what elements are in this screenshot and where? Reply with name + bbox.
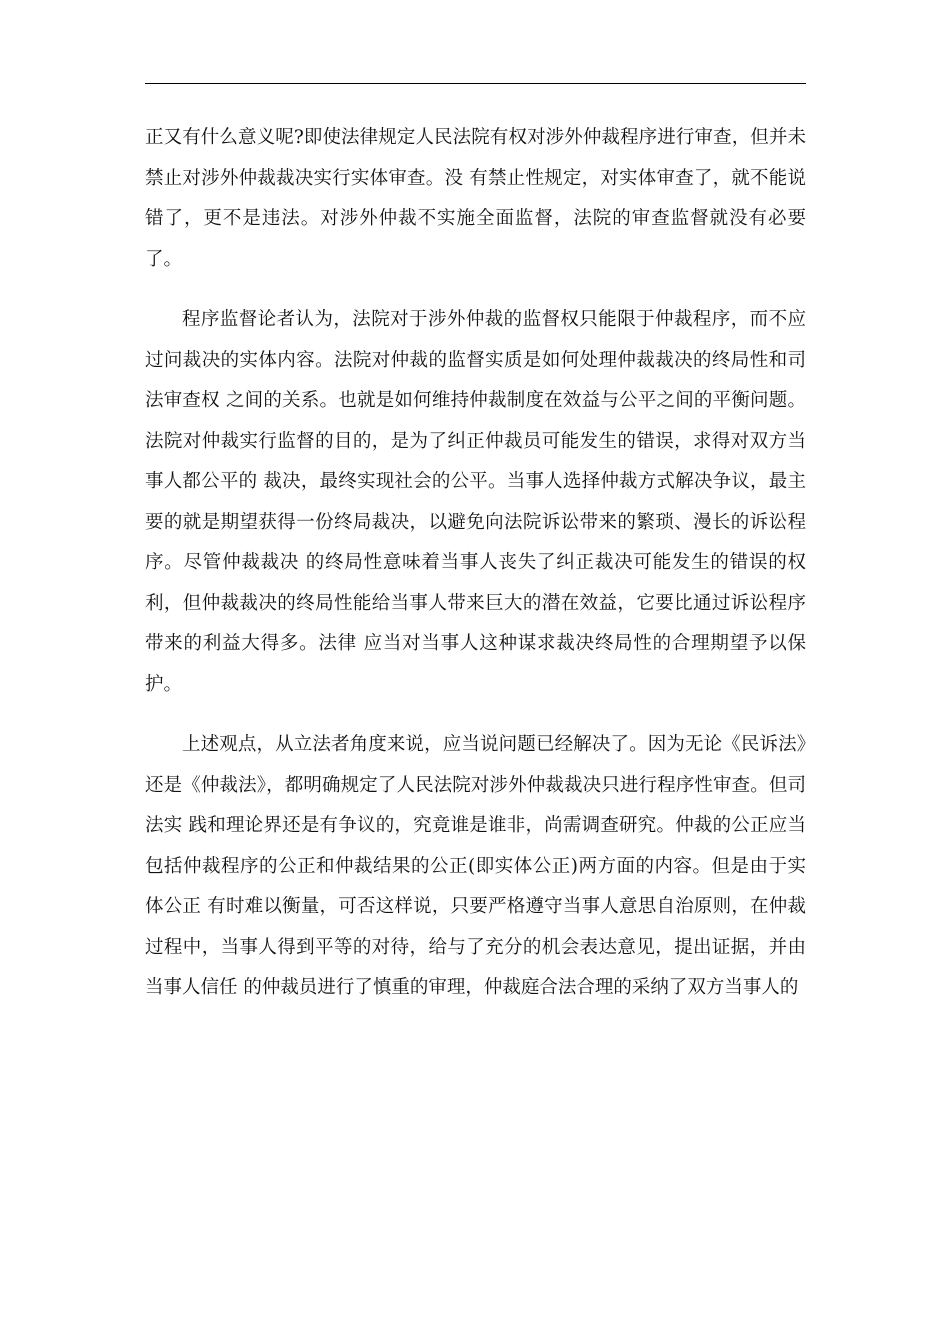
header-rule — [145, 83, 806, 84]
paragraph-1: 正又有什么意义呢?即使法律规定人民法院有权对涉外仲裁程序进行审查，但并未禁止对涉外仲裁裁决实行实体审查。没 有禁止性规定，对实体审查了，就不能说错了，更不是违法。对涉外仲裁不实施全面监督，法院的审查监督就没有必要了。 — [145, 127, 806, 270]
document-body — [145, 118, 806, 1029]
paragraph-3: 上述观点，从立法者角度来说，应当说问题已经解决了。因为无论《民诉法》还是《仲裁法》，都明确规定了人民法院对涉外仲裁裁决只进行程序性审查。但司法实 践和理论界还是有争议的，究竟谁是谁非，尚需调查研究。仲裁的公正应当包括仲裁程序的公正和仲裁结果的公正(即实体公正)两方面的内容。但是由于实体公正 有时难以衡量，可否这样说，只要严格遵守当事人意思自治原则，在仲裁过程中，当事人得到平等的对待，给与了充分的机会表达意见，提出证据，并由当事人信任 的仲裁员进行了慎重的审理，仲裁庭合法合理的采纳了双方当事人的 — [145, 734, 806, 998]
paragraph-2: 程序监督论者认为，法院对于涉外仲裁的监督权只能限于仲裁程序，而不应过问裁决的实体内容。法院对仲裁的监督实质是如何处理仲裁裁决的终局性和司法审查权 之间的关系。也就是如何维持仲裁制度在效益与公平之间的平衡问题。法院对仲裁实行监督的目的，是为了纠正仲裁员可能发生的错误，求得对双方当事人都公平的 裁决，最终实现社会的公平。当事人选择仲裁方式解决争议，最主要的就是期望获得一份终局裁决，以避免向法院诉讼带来的繁琐、漫长的诉讼程序。尽管仲裁裁决 的终局性意味着当事人丧失了纠正裁决可能发生的错误的权利，但仲裁裁决的终局性能给当事人带来巨大的潜在效益，它要比通过诉讼程序带来的利益大得多。法律 应当对当事人这种谋求裁决终局性的合理期望予以保护。 — [145, 309, 806, 695]
